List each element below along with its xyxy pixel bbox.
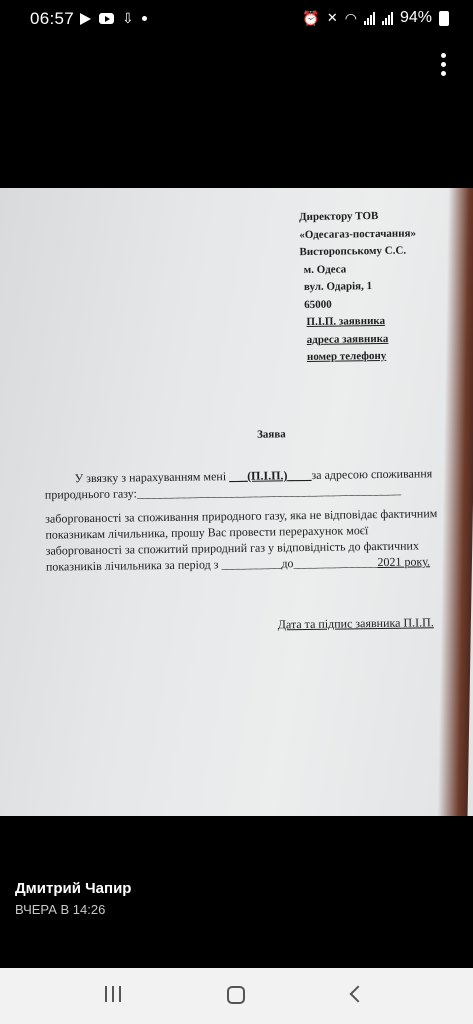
address-line: 65000 [304, 298, 332, 311]
para1-end: за адресою споживання природнього газу: [44, 466, 433, 502]
battery-percent: 94% [399, 9, 432, 26]
document-body: У звязку з нарахуванням мені ___(П.І.П.)____за адресою споживання природнього газу:____________________________________________ заборгованості за споживання природного газу, яка не відповідає фактичним показникам лічильника, прошу Вас провести перерахунок моєї заборгованості за спожитий природний газ у відповідність до фактичних показників лічильника за період з __________до______________2021 року. [44, 466, 438, 574]
para1-start: У звязку з нарахуванням мені [74, 469, 230, 486]
home-icon[interactable] [221, 986, 251, 1008]
document-photo[interactable] [0, 188, 473, 816]
document-page [0, 188, 473, 816]
address-line: вул. Одарія, 1 [303, 280, 373, 294]
para2: заборгованості за споживання природного газу, яка не відповідає фактичним показникам лічильника, прошу Вас провести перерахунок моєї заборгованості за спожитий природний газ у відповідність до фактичних показників лічильника за період з [45, 506, 438, 574]
signature-line: Дата та підпис заявника П.І.П. [277, 615, 434, 632]
navigation-bar [0, 968, 473, 1024]
message-timestamp: ВЧЕРА В 14:26 [15, 902, 106, 917]
recent-apps-icon[interactable] [98, 986, 128, 1008]
address-line: м. Одеса [303, 262, 347, 276]
applicant-line: П.І.П. заявника [306, 314, 386, 329]
applicant-name-placeholder: (П.І.П.) [247, 468, 288, 483]
document-title: Заява [256, 428, 286, 441]
signal-icon [364, 12, 375, 25]
dot-icon [142, 16, 147, 21]
period-year: 2021 року. [377, 554, 431, 570]
alarm-icon: ⏰ [302, 9, 320, 26]
signal-icon [382, 12, 393, 25]
address-line: Директору ТОВ [298, 209, 379, 224]
address-line: «Одесагаз-постачання» [299, 226, 417, 241]
more-vert-icon[interactable] [441, 53, 447, 80]
status-bar [0, 0, 473, 38]
download-icon: ⇩ [122, 10, 134, 26]
applicant-line: номер телефону [306, 349, 387, 364]
status-time: 06:57 [30, 9, 75, 28]
address-line: Висторопському С.С. [299, 244, 407, 259]
wifi-icon: ◠ [344, 9, 357, 26]
sender-name: Дмитрий Чапир [15, 880, 132, 897]
battery-icon [439, 11, 449, 26]
back-icon[interactable] [344, 986, 374, 1008]
youtube-icon [99, 13, 114, 24]
play-store-icon [80, 13, 91, 25]
period-to: до [281, 556, 294, 571]
applicant-line: адреса заявника [306, 332, 389, 346]
recipient-address [299, 207, 418, 366]
mute-icon: ✕ [326, 10, 338, 25]
